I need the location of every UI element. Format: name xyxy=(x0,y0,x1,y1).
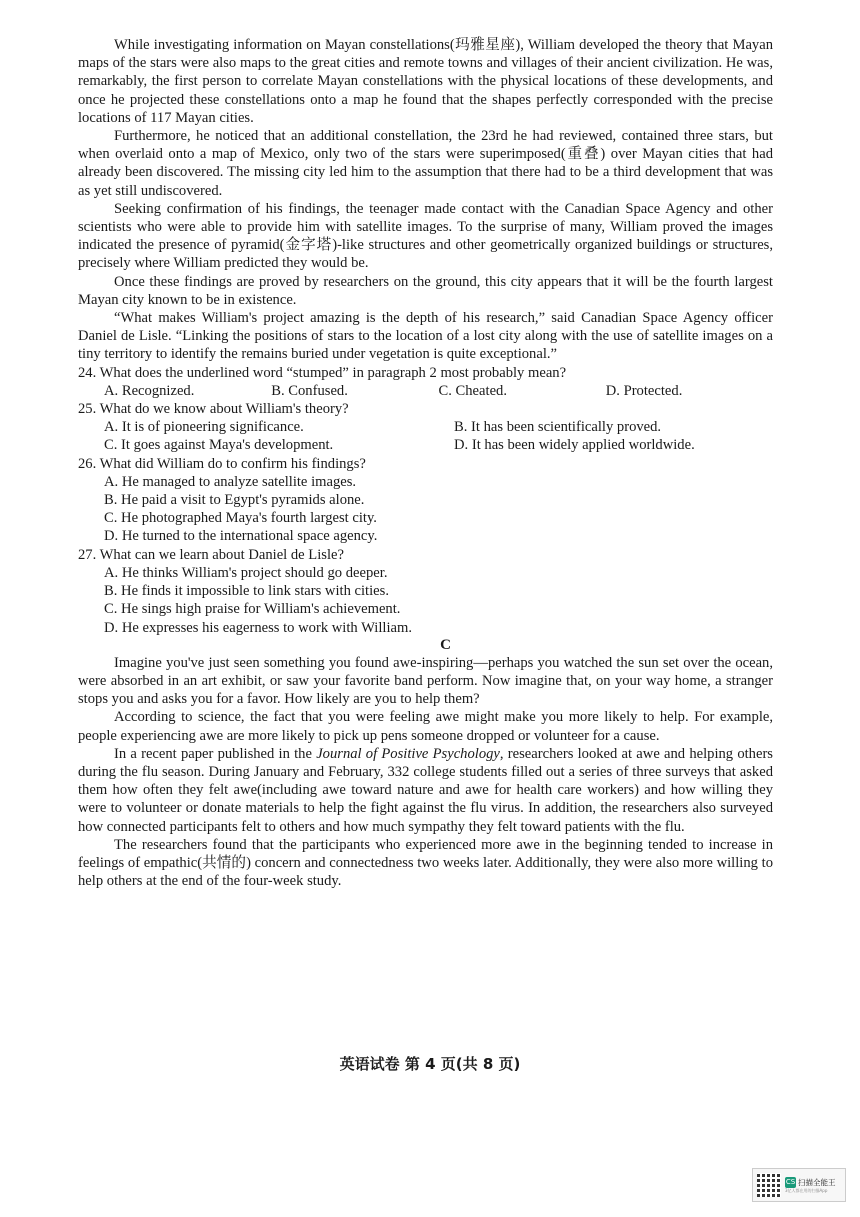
option-d: D. Protected. xyxy=(605,382,683,399)
option-c: C. He sings high praise for William's achievement. xyxy=(104,601,401,618)
option-d: D. He turned to the international space agency. xyxy=(104,528,378,545)
page-footer: 英语试卷 第 4 页(共 8 页) xyxy=(339,1055,521,1073)
option-a: A. He thinks William's project should go deeper. xyxy=(104,564,388,581)
option-b: B. Confused. xyxy=(271,382,348,399)
text-run: , researchers looked at awe and helping others during the flu season. During January and February, 332 college students filled out a series of three surveys that asked them how often they felt awe(including awe toward nature and awe for health care workers) and how willing they were to volunteer or donate materials to help the fight against the flu virus. In addition, the researchers also surveyed how connected participants felt to others and how much sympathy they felt toward patients with the flu. xyxy=(78,745,773,835)
journal-title: Journal of Positive Psychology xyxy=(316,745,500,762)
qr-code-icon xyxy=(757,1173,781,1197)
question-stem: 27. What can we learn about Daniel de Lisle? xyxy=(78,546,344,563)
option-c: C. It goes against Maya's development. xyxy=(104,437,334,454)
scanner-title: 扫描全能王 xyxy=(798,1177,836,1187)
passage-c-paragraph-2: According to science, the fact that you were feeling awe might make you more likely to help. For example, people experiencing awe are more likely to pick up pens someone dropped or volunteer for a cause. xyxy=(78,709,773,744)
exam-page xyxy=(78,36,773,890)
option-b: B. He paid a visit to Egypt's pyramids alone. xyxy=(104,492,365,509)
option-c: C. Cheated. xyxy=(438,382,507,399)
option-grid xyxy=(78,418,773,454)
question-25 xyxy=(78,400,773,455)
text-run: In a recent paper published in the xyxy=(114,745,317,762)
scanner-text xyxy=(785,1177,836,1194)
passage-b-paragraph-5: “What makes William's project amazing is the depth of his research,” said Canadian Space Agency officer Daniel de Lisle. “Linking the positions of stars to the location of a lost city along with the use of satellite images on a tiny territory to identify the remains buried under vegetation is quite exceptional.” xyxy=(78,310,773,363)
section-heading-c: C xyxy=(440,636,451,653)
option-b: B. He finds it impossible to link stars with cities. xyxy=(104,583,389,600)
option-b: B. It has been scientifically proved. xyxy=(454,419,662,436)
passage-c-paragraph-4: The researchers found that the participants who experienced more awe in the beginning tended to increase in feelings of empathic(共情的) concern and connectedness two weeks later. Additionally, they were also more willing to help others at the end of the four-week study. xyxy=(78,836,773,890)
passage-b-paragraph-1: While investigating information on Mayan constellations(玛雅星座), William developed the theory that Mayan maps of the stars were also maps to the great cities and remote towns and villages of their ancient civilization. He was, remarkably, the first person to correlate Mayan constellations with the physical locations of these developments, and once he projected these constellations onto a map he found that the shapes perfectly corresponded with the precise locations of 117 Mayan cities. xyxy=(78,37,773,126)
passage-c-paragraph-1: Imagine you've just seen something you found awe-inspiring—perhaps you watched the sun set over the ocean, were absorbed in an art exhibit, or saw your favorite band perform. Now imagine that, on your way home, a stranger stops you and asks you for a favor. How likely are you to help them? xyxy=(78,654,773,708)
passage-c-paragraph-3 xyxy=(78,745,773,836)
option-c: C. He photographed Maya's fourth largest city. xyxy=(104,510,377,527)
question-27 xyxy=(78,546,773,637)
question-stem: 26. What did William do to confirm his findings? xyxy=(78,455,366,472)
scanner-subtitle: 3亿人都在用的扫描App xyxy=(785,1187,828,1193)
camscanner-logo-icon: CS xyxy=(785,1177,796,1186)
option-a: A. He managed to analyze satellite images. xyxy=(104,473,357,490)
passage-b-paragraph-4: Once these findings are proved by researchers on the ground, this city appears that it will be the fourth largest Mayan city known to be in existence. xyxy=(78,273,773,308)
question-26 xyxy=(78,455,773,546)
scanner-watermark xyxy=(752,1168,846,1202)
passage-b-paragraph-2: Furthermore, he noticed that an additional constellation, the 23rd he had reviewed, contained three stars, but when overlaid onto a map of Mexico, only two of the stars were superimposed(重叠) over Mayan cities that had already been discovered. The missing city led him to the assumption that there had to be a third development that was as yet still undiscovered. xyxy=(78,128,773,199)
option-a: A. Recognized. xyxy=(104,382,195,399)
option-a: A. It is of pioneering significance. xyxy=(104,419,304,436)
question-stem: 25. What do we know about William's theory? xyxy=(78,401,349,418)
option-d: D. It has been widely applied worldwide. xyxy=(454,437,695,454)
question-24 xyxy=(78,364,773,400)
option-row xyxy=(78,382,773,400)
question-stem: 24. What does the underlined word “stumped” in paragraph 2 most probably mean? xyxy=(78,364,567,381)
option-d: D. He expresses his eagerness to work with William. xyxy=(104,619,412,636)
passage-b-paragraph-3: Seeking confirmation of his findings, the teenager made contact with the Canadian Space Agency and other scientists who were able to provide him with satellite images. To the surprise of many, William proved the images indicated the presence of pyramid(金字塔)-like structures and other geometrically organized buildings or structures, precisely where William predicted they would be. xyxy=(78,200,773,272)
